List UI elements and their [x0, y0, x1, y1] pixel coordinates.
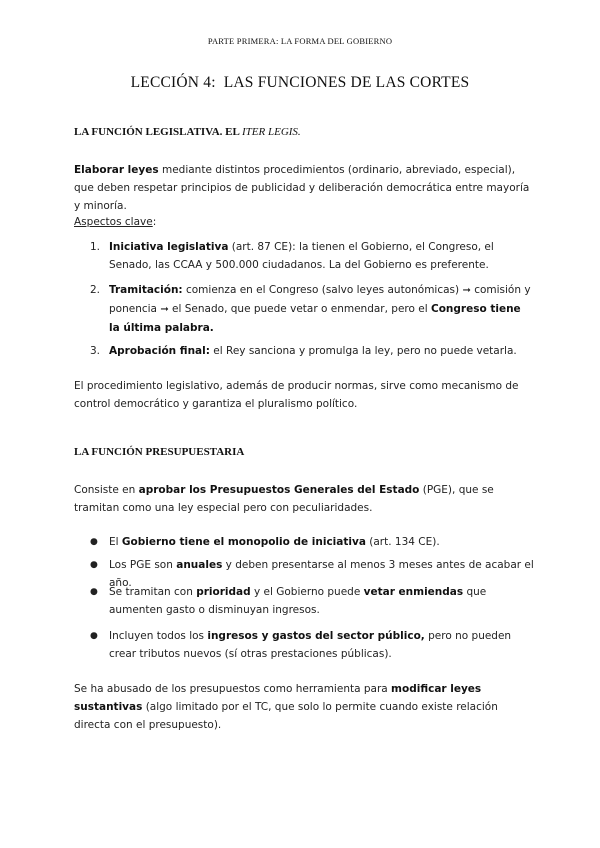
bullet-item-prioridad: Se tramitan con prioridad y el Gobierno puede vetar enmiendas que aumenten gasto o disminuyan ingresos. — [109, 586, 487, 616]
bullet-icon: ● — [90, 537, 98, 547]
running-header: PARTE PRIMERA: LA FORMA DEL GOBIERNO — [207, 36, 393, 46]
bullet-item-anuales: Los PGE son anuales y deben presentarse al menos 3 meses antes de acabar el año. — [109, 559, 534, 589]
lesson-number: LECCIÓN 4: — [130, 74, 216, 91]
bullet-item-monopolio: El Gobierno tiene el monopolio de iniciativa (art. 134 CE). — [109, 536, 440, 548]
section-title-legislativa: LA FUNCIÓN LEGISLATIVA. EL ITER LEGIS. — [74, 126, 301, 138]
bullet-icon: ● — [90, 587, 98, 597]
aspects-label: Aspectos clave: — [74, 216, 157, 228]
bullet-item-ingresos: Incluyen todos los ingresos y gastos del sector público, pero no pueden crear tributos nuevos (sí otras prestaciones públicas). — [109, 630, 512, 660]
section-title-italic: ITER LEGIS. — [242, 126, 301, 138]
list-number: 1. — [90, 241, 101, 253]
list-item-iniciativa: Iniciativa legislativa (art. 87 CE): la tienen el Gobierno, el Congreso, el Senado, las CCAA y 500.000 ciudadanos. La del Gobierno es preferente. — [109, 241, 494, 271]
paragraph-legislativa-intro: Elaborar leyes mediante distintos procedimientos (ordinario, abreviado, especial), que deben respetar principios de publicidad y deliberación democrática entre mayoría y minoría. — [74, 164, 530, 212]
list-number: 3. — [90, 345, 101, 357]
list-number: 2. — [90, 284, 101, 296]
lesson-name: LAS FUNCIONES DE LAS CORTES — [223, 74, 470, 91]
list-item-tramitacion: Tramitación: comienza en el Congreso (salvo leyes autonómicas) ➞ comisión y ponencia ➞ el Senado, que puede vetar o enmendar, pero el Congreso tiene la última palabra. — [109, 284, 531, 334]
list-item-aprobacion: Aprobación final: el Rey sanciona y promulga la ley, pero no puede vetarla. — [109, 345, 517, 357]
lesson-title — [0, 74, 600, 92]
bullet-icon: ● — [90, 560, 98, 570]
section-title-presupuestaria: LA FUNCIÓN PRESUPUESTARIA — [74, 446, 245, 458]
paragraph-presupuestaria-intro: Consiste en aprobar los Presupuestos Generales del Estado (PGE), que se tramitan como una ley especial pero con peculiaridades. — [74, 484, 494, 514]
bullet-icon: ● — [90, 631, 98, 641]
arrow-icon: ➞ — [462, 285, 471, 296]
arrow-icon: ➞ — [160, 304, 169, 315]
paragraph-presupuestaria-closing: Se ha abusado de los presupuestos como herramienta para modificar leyes sustantivas (algo limitado por el TC, que solo lo permite cuando existe relación directa con el presupuesto). — [74, 683, 498, 731]
paragraph-legislativa-closing: El procedimiento legislativo, además de producir normas, sirve como mecanismo de control democrático y garantiza el pluralismo político. — [74, 380, 519, 410]
